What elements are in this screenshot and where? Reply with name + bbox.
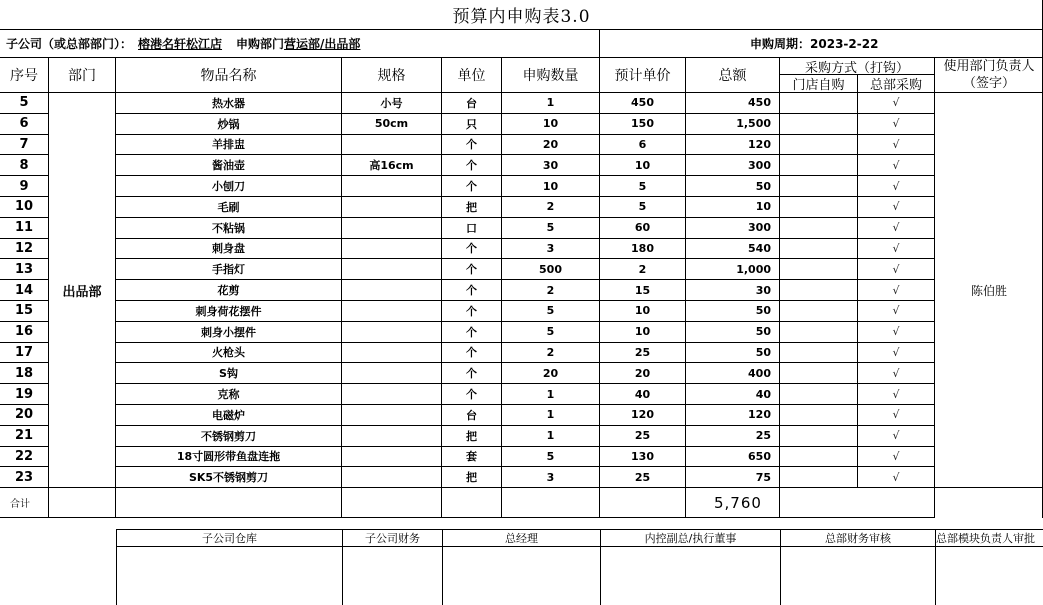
row-unit: 套 xyxy=(442,447,502,468)
row-qty: 5 xyxy=(502,447,600,468)
row-self-purchase xyxy=(780,384,858,405)
row-hq-purchase-check: √ xyxy=(858,363,935,384)
row-hq-purchase-check: √ xyxy=(858,405,935,426)
signature-label: 总部模块负责人审批 xyxy=(935,529,1043,547)
row-price: 150 xyxy=(600,114,686,135)
row-unit: 把 xyxy=(442,426,502,447)
row-spec: 50cm xyxy=(342,114,442,135)
row-unit: 个 xyxy=(442,363,502,384)
row-self-purchase xyxy=(780,280,858,301)
row-price: 130 xyxy=(600,447,686,468)
row-price: 6 xyxy=(600,135,686,156)
row-seq: 17 xyxy=(0,343,49,364)
row-qty: 5 xyxy=(502,218,600,239)
row-spec xyxy=(342,447,442,468)
row-unit: 个 xyxy=(442,259,502,280)
total-empty-cell xyxy=(502,488,600,518)
row-self-purchase xyxy=(780,363,858,384)
row-price: 10 xyxy=(600,322,686,343)
row-qty: 1 xyxy=(502,426,600,447)
row-item-name: 手指灯 xyxy=(116,259,342,280)
row-spec xyxy=(342,176,442,197)
row-unit: 个 xyxy=(442,280,502,301)
row-spec xyxy=(342,384,442,405)
row-hq-purchase-check: √ xyxy=(858,301,935,322)
row-unit: 个 xyxy=(442,322,502,343)
row-spec xyxy=(342,467,442,488)
info-company-dept xyxy=(0,30,600,58)
row-item-name: 小刨刀 xyxy=(116,176,342,197)
row-qty: 1 xyxy=(502,384,600,405)
row-unit: 口 xyxy=(442,218,502,239)
row-amount: 40 xyxy=(686,384,780,405)
header-self: 门店自购 xyxy=(780,75,858,93)
row-item-name: S钩 xyxy=(116,363,342,384)
row-price: 450 xyxy=(600,93,686,114)
row-amount: 30 xyxy=(686,280,780,301)
signature-box xyxy=(342,547,442,605)
row-spec xyxy=(342,322,442,343)
row-self-purchase xyxy=(780,114,858,135)
row-price: 25 xyxy=(600,343,686,364)
row-qty: 3 xyxy=(502,467,600,488)
row-price: 5 xyxy=(600,176,686,197)
row-spec xyxy=(342,218,442,239)
row-unit: 台 xyxy=(442,93,502,114)
row-amount: 400 xyxy=(686,363,780,384)
row-self-purchase xyxy=(780,176,858,197)
row-qty: 500 xyxy=(502,259,600,280)
row-hq-purchase-check: √ xyxy=(858,447,935,468)
total-empty-cell xyxy=(442,488,502,518)
row-self-purchase xyxy=(780,343,858,364)
row-hq-purchase-check: √ xyxy=(858,135,935,156)
header-qty: 申购数量 xyxy=(502,58,600,93)
row-seq: 12 xyxy=(0,239,49,260)
row-qty: 2 xyxy=(502,197,600,218)
department-cell: 出品部 xyxy=(49,93,116,488)
row-hq-purchase-check: √ xyxy=(858,239,935,260)
row-spec: 小号 xyxy=(342,93,442,114)
header-owner: 使用部门负责人（签字） xyxy=(935,58,1043,93)
row-price: 120 xyxy=(600,405,686,426)
row-amount: 120 xyxy=(686,135,780,156)
row-seq: 9 xyxy=(0,176,49,197)
row-item-name: 电磁炉 xyxy=(116,405,342,426)
row-amount: 300 xyxy=(686,218,780,239)
row-amount: 50 xyxy=(686,301,780,322)
row-qty: 3 xyxy=(502,239,600,260)
row-hq-purchase-check: √ xyxy=(858,176,935,197)
header-method: 采购方式（打钩） xyxy=(780,58,935,75)
row-qty: 10 xyxy=(502,176,600,197)
row-item-name: 刺身荷花摆件 xyxy=(116,301,342,322)
row-hq-purchase-check: √ xyxy=(858,343,935,364)
row-qty: 20 xyxy=(502,135,600,156)
row-item-name: 不锈钢剪刀 xyxy=(116,426,342,447)
row-amount: 10 xyxy=(686,197,780,218)
row-seq: 16 xyxy=(0,322,49,343)
row-seq: 23 xyxy=(0,467,49,488)
row-unit: 把 xyxy=(442,467,502,488)
row-self-purchase xyxy=(780,467,858,488)
row-amount: 50 xyxy=(686,343,780,364)
row-seq: 15 xyxy=(0,301,49,322)
signature-label: 子公司仓库 xyxy=(116,529,342,547)
row-item-name: 克称 xyxy=(116,384,342,405)
total-label: 合计 xyxy=(0,488,49,518)
row-hq-purchase-check: √ xyxy=(858,259,935,280)
owner-signature: 陈伯胜 xyxy=(935,93,1043,488)
row-amount: 50 xyxy=(686,176,780,197)
company-value: 榕港名轩松江店 xyxy=(138,37,223,51)
row-spec xyxy=(342,405,442,426)
row-seq: 21 xyxy=(0,426,49,447)
total-empty-cell xyxy=(342,488,442,518)
row-self-purchase xyxy=(780,322,858,343)
row-price: 180 xyxy=(600,239,686,260)
header-dept: 部门 xyxy=(49,58,116,93)
row-seq: 5 xyxy=(0,93,49,114)
row-amount: 540 xyxy=(686,239,780,260)
row-item-name: 热水器 xyxy=(116,93,342,114)
row-seq: 13 xyxy=(0,259,49,280)
row-spec xyxy=(342,135,442,156)
row-unit: 个 xyxy=(442,301,502,322)
row-self-purchase xyxy=(780,301,858,322)
row-unit: 个 xyxy=(442,343,502,364)
row-spec xyxy=(342,301,442,322)
row-self-purchase xyxy=(780,135,858,156)
row-qty: 1 xyxy=(502,93,600,114)
row-seq: 11 xyxy=(0,218,49,239)
row-unit: 台 xyxy=(442,405,502,426)
row-qty: 5 xyxy=(502,322,600,343)
row-hq-purchase-check: √ xyxy=(858,384,935,405)
row-item-name: 不粘锅 xyxy=(116,218,342,239)
sheet-title: 预算内申购表3.0 xyxy=(0,0,1043,30)
row-price: 2 xyxy=(600,259,686,280)
row-price: 10 xyxy=(600,301,686,322)
dept-value: 营运部/出品部 xyxy=(284,37,361,51)
row-seq: 19 xyxy=(0,384,49,405)
row-price: 60 xyxy=(600,218,686,239)
row-self-purchase xyxy=(780,155,858,176)
row-self-purchase xyxy=(780,259,858,280)
total-empty-cell xyxy=(600,488,686,518)
row-hq-purchase-check: √ xyxy=(858,114,935,135)
row-qty: 30 xyxy=(502,155,600,176)
row-hq-purchase-check: √ xyxy=(858,218,935,239)
signature-label: 总经理 xyxy=(442,529,600,547)
row-unit: 个 xyxy=(442,155,502,176)
signature-box xyxy=(116,547,342,605)
row-self-purchase xyxy=(780,426,858,447)
row-hq-purchase-check: √ xyxy=(858,155,935,176)
row-item-name: 18寸圆形带鱼盘连拖 xyxy=(116,447,342,468)
row-price: 20 xyxy=(600,363,686,384)
header-item: 物品名称 xyxy=(116,58,342,93)
total-empty-cell xyxy=(116,488,342,518)
row-price: 25 xyxy=(600,467,686,488)
header-seq: 序号 xyxy=(0,58,49,93)
row-item-name: SK5不锈钢剪刀 xyxy=(116,467,342,488)
row-self-purchase xyxy=(780,239,858,260)
row-seq: 7 xyxy=(0,135,49,156)
signature-label: 子公司财务 xyxy=(342,529,442,547)
row-seq: 6 xyxy=(0,114,49,135)
signature-label: 总部财务审核 xyxy=(780,529,935,547)
signature-box xyxy=(935,547,1043,605)
row-hq-purchase-check: √ xyxy=(858,93,935,114)
row-qty: 5 xyxy=(502,301,600,322)
row-spec xyxy=(342,280,442,301)
row-self-purchase xyxy=(780,93,858,114)
row-price: 5 xyxy=(600,197,686,218)
row-seq: 22 xyxy=(0,447,49,468)
row-hq-purchase-check: √ xyxy=(858,426,935,447)
row-price: 25 xyxy=(600,426,686,447)
row-spec xyxy=(342,426,442,447)
row-price: 15 xyxy=(600,280,686,301)
row-seq: 14 xyxy=(0,280,49,301)
row-amount: 75 xyxy=(686,467,780,488)
row-item-name: 刺身小摆件 xyxy=(116,322,342,343)
row-amount: 1,500 xyxy=(686,114,780,135)
row-hq-purchase-check: √ xyxy=(858,280,935,301)
row-price: 40 xyxy=(600,384,686,405)
info-period xyxy=(600,30,1043,58)
row-amount: 300 xyxy=(686,155,780,176)
row-qty: 20 xyxy=(502,363,600,384)
header-price: 预计单价 xyxy=(600,58,686,93)
row-amount: 50 xyxy=(686,322,780,343)
row-item-name: 酱油壶 xyxy=(116,155,342,176)
period-label: 申购周期： xyxy=(750,37,811,51)
row-amount: 25 xyxy=(686,426,780,447)
row-spec xyxy=(342,239,442,260)
row-hq-purchase-check: √ xyxy=(858,197,935,218)
dept-label: 申购部门 xyxy=(236,37,285,51)
row-qty: 2 xyxy=(502,280,600,301)
row-amount: 1,000 xyxy=(686,259,780,280)
row-qty: 2 xyxy=(502,343,600,364)
row-seq: 10 xyxy=(0,197,49,218)
row-item-name: 花剪 xyxy=(116,280,342,301)
row-unit: 把 xyxy=(442,197,502,218)
row-amount: 450 xyxy=(686,93,780,114)
header-unit: 单位 xyxy=(442,58,502,93)
row-spec xyxy=(342,259,442,280)
row-qty: 1 xyxy=(502,405,600,426)
signature-box xyxy=(600,547,780,605)
period-value: 2023-2-22 xyxy=(810,36,879,51)
row-self-purchase xyxy=(780,197,858,218)
row-unit: 个 xyxy=(442,384,502,405)
total-value: 5,760 xyxy=(686,488,780,518)
row-unit: 只 xyxy=(442,114,502,135)
row-self-purchase xyxy=(780,218,858,239)
row-unit: 个 xyxy=(442,239,502,260)
total-empty-cell xyxy=(49,488,116,518)
row-self-purchase xyxy=(780,405,858,426)
row-price: 10 xyxy=(600,155,686,176)
signature-box xyxy=(780,547,935,605)
row-amount: 120 xyxy=(686,405,780,426)
row-item-name: 羊排盅 xyxy=(116,135,342,156)
row-spec xyxy=(342,363,442,384)
row-hq-purchase-check: √ xyxy=(858,467,935,488)
header-spec: 规格 xyxy=(342,58,442,93)
header-amount: 总额 xyxy=(686,58,780,93)
row-spec: 高16cm xyxy=(342,155,442,176)
row-item-name: 刺身盘 xyxy=(116,239,342,260)
signature-label: 内控副总/执行董事 xyxy=(600,529,780,547)
total-empty-cell xyxy=(780,488,935,518)
company-label: 子公司（或总部部门）： xyxy=(6,37,133,51)
row-item-name: 火枪头 xyxy=(116,343,342,364)
row-unit: 个 xyxy=(442,176,502,197)
row-item-name: 炒锅 xyxy=(116,114,342,135)
row-amount: 650 xyxy=(686,447,780,468)
row-spec xyxy=(342,343,442,364)
row-seq: 20 xyxy=(0,405,49,426)
row-hq-purchase-check: √ xyxy=(858,322,935,343)
row-seq: 8 xyxy=(0,155,49,176)
row-qty: 10 xyxy=(502,114,600,135)
header-hq: 总部采购 xyxy=(858,75,935,93)
row-spec xyxy=(342,197,442,218)
signature-box xyxy=(442,547,600,605)
row-self-purchase xyxy=(780,447,858,468)
row-item-name: 毛刷 xyxy=(116,197,342,218)
row-seq: 18 xyxy=(0,363,49,384)
row-unit: 个 xyxy=(442,135,502,156)
